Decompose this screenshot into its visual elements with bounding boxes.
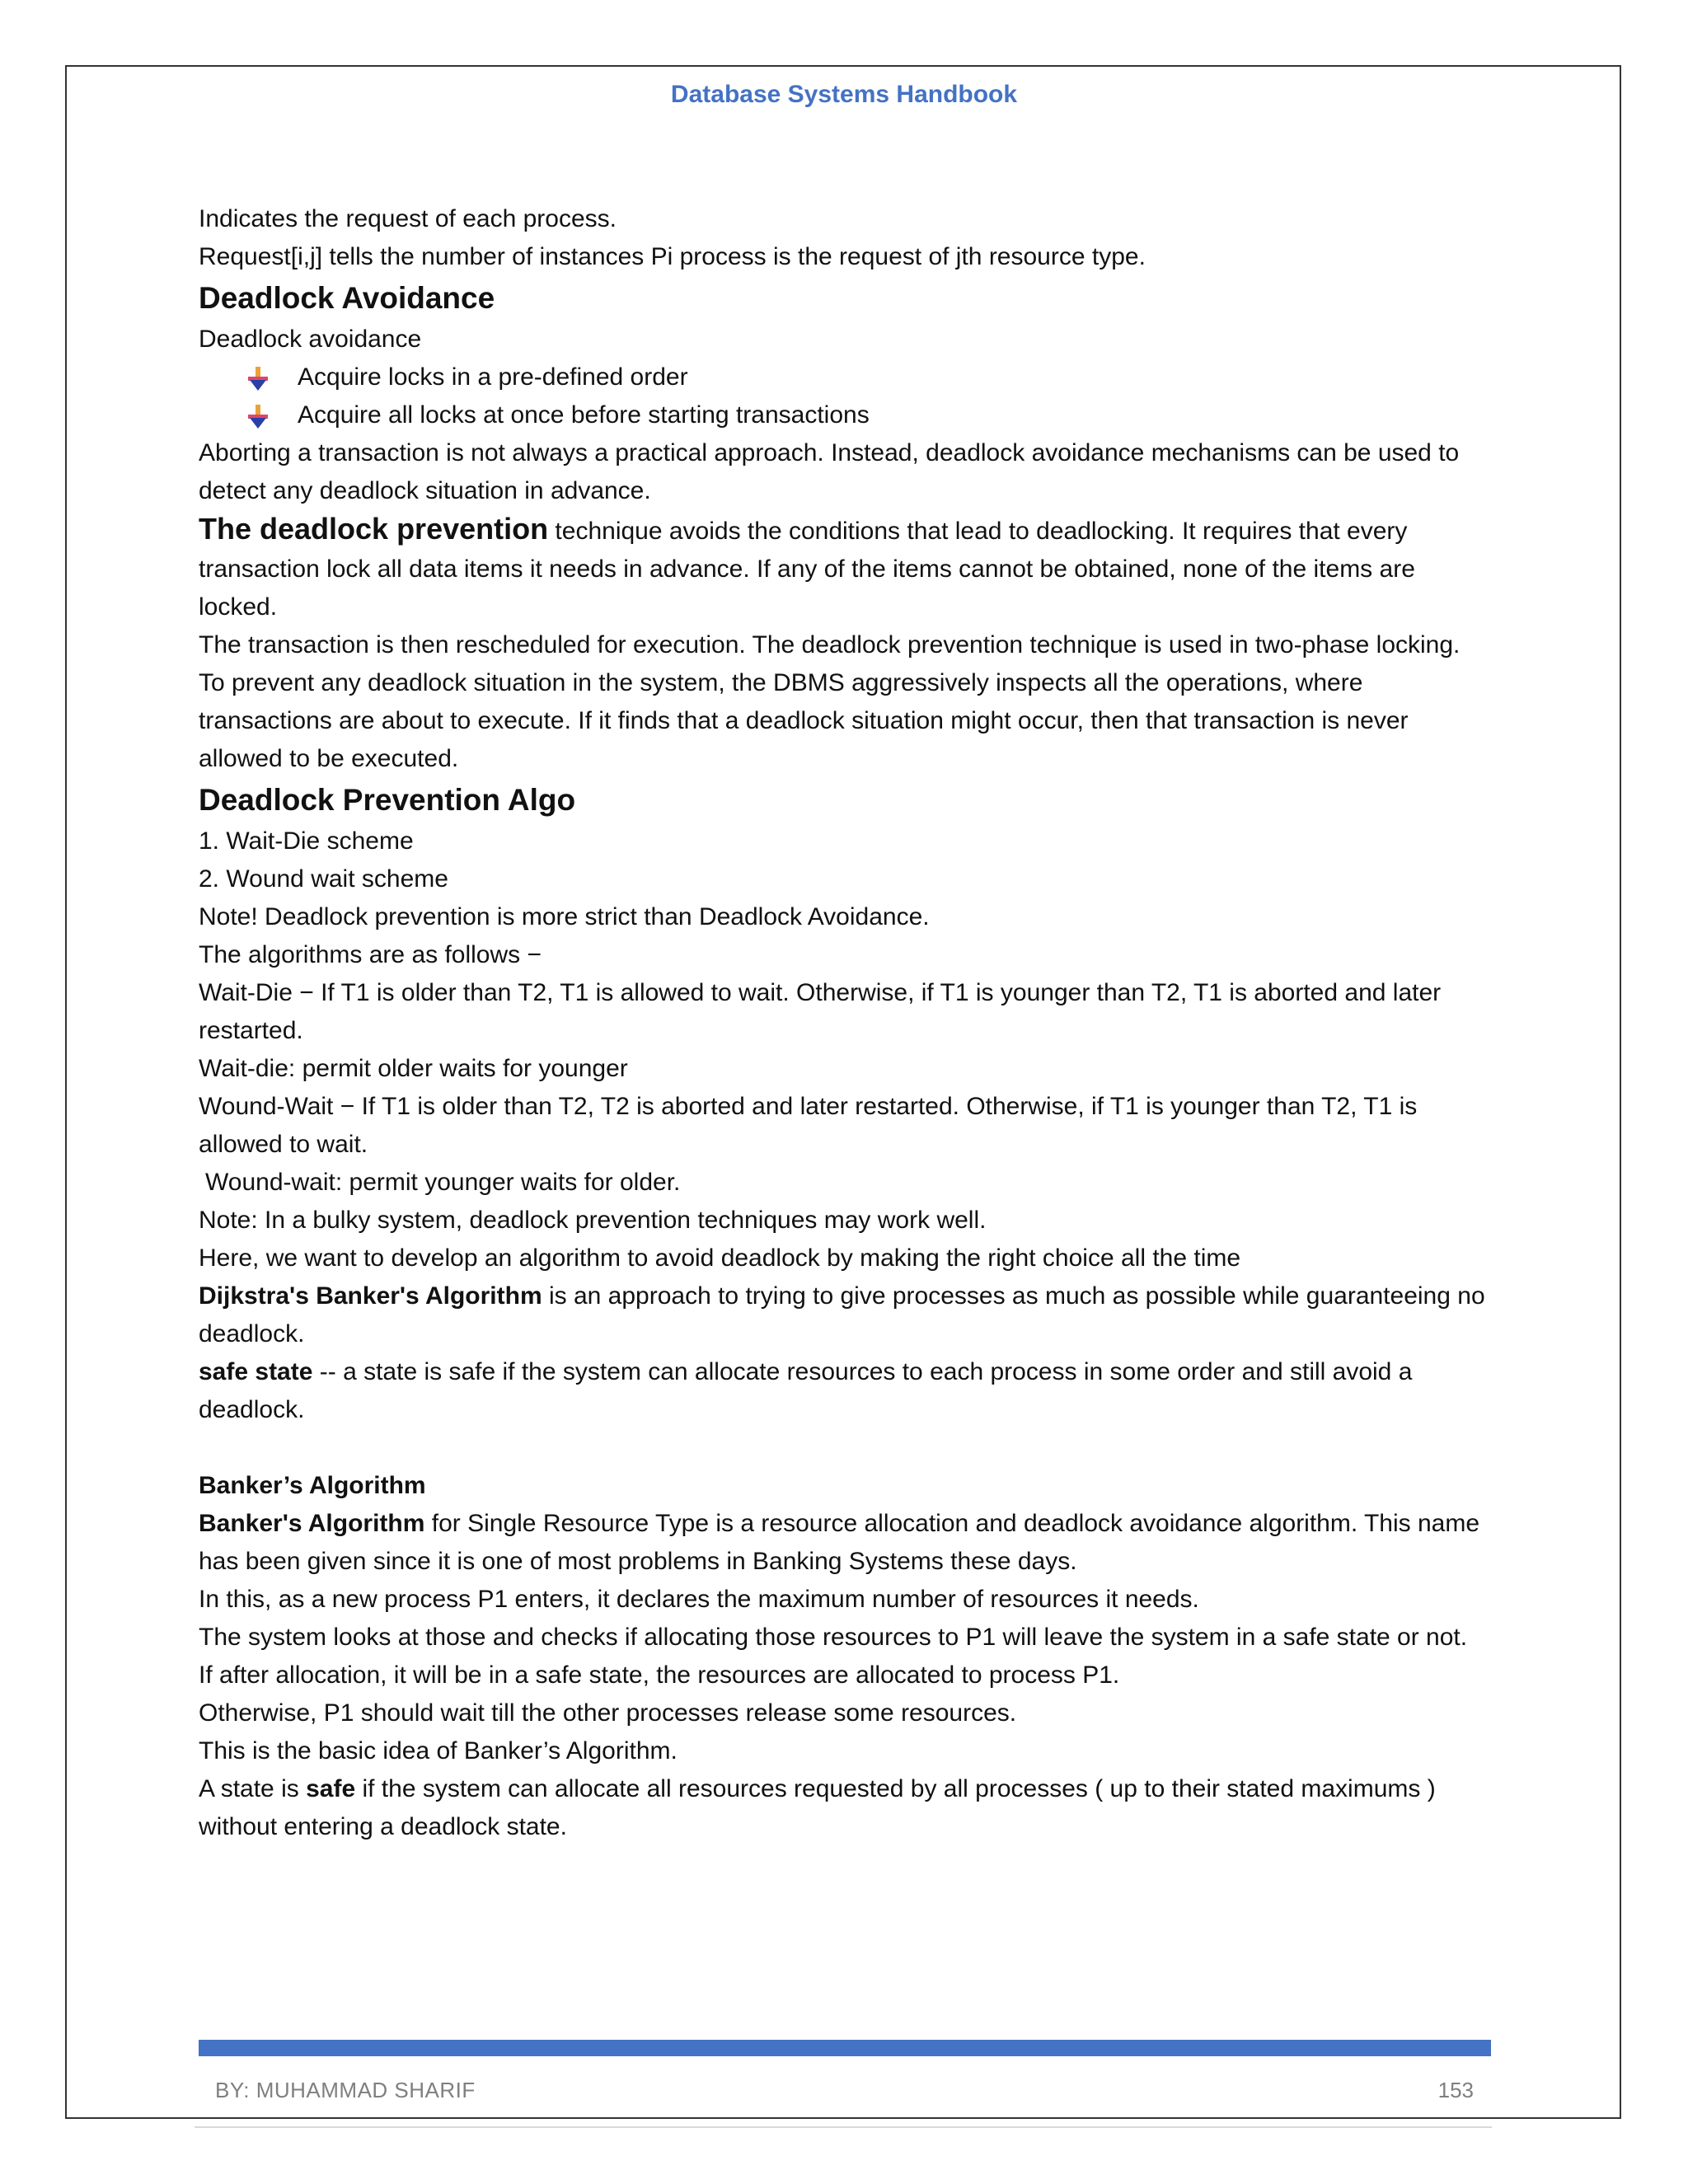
paragraph: The algorithms are as follows − [199, 941, 542, 968]
paragraph: The system looks at those and checks if allocating those resources to P1 will leave the system in a safe state or not. [199, 1624, 1468, 1651]
state-text-rest: if the system can allocate all resources requested by all processes ( up to their stated maximums ) without entering a deadlock state. [199, 1775, 1436, 1840]
paragraph: The transaction is then rescheduled for execution. The deadlock prevention technique is used in two-phase locking. [199, 631, 1461, 658]
paragraph: This is the basic idea of Banker’s Algorithm. [199, 1737, 678, 1765]
paragraph: Note! Deadlock prevention is more strict than Deadlock Avoidance. [199, 903, 930, 930]
paragraph-dijkstra [199, 1277, 1493, 1353]
heading-deadlock-prevention-algo: Deadlock Prevention Algo [199, 783, 576, 817]
bankers-term: Banker's Algorithm [199, 1510, 425, 1537]
paragraph: Wound-Wait − If T1 is older than T2, T2 is aborted and later restarted. Otherwise, if T1 is younger than T2, T1 is allowed to wait. [199, 1093, 1418, 1158]
heading-deadlock-avoidance: Deadlock Avoidance [199, 281, 495, 315]
paragraph: 2. Wound wait scheme [199, 865, 448, 893]
paragraph: Indicates the request of each process. [199, 205, 617, 232]
state-text-pre: A state is [199, 1775, 307, 1802]
paragraph: 1. Wait-Die scheme [199, 827, 414, 855]
bullet-item [199, 396, 1493, 434]
paragraph: Aborting a transaction is not always a practical approach. Instead, deadlock avoidance mechanisms can be used to detect any deadlock situation in advance. [199, 439, 1460, 504]
page-number: 153 [1437, 2078, 1474, 2102]
paragraph: Wait-Die − If T1 is older than T2, T1 is allowed to wait. Otherwise, if T1 is younger than T2, T1 is aborted and later restarted. [199, 979, 1442, 1044]
paragraph: To prevent any deadlock situation in the system, the DBMS aggressively inspects all the operations, where transactions are about to execute. If it finds that a deadlock situation might occur, then that transaction is never allowed to be executed. [199, 669, 1409, 772]
heading-bankers-algorithm [199, 1467, 1493, 1505]
bankers-heading-text: Banker’s Algorithm [199, 1472, 426, 1499]
paragraph: Wait-die: permit older waits for younger [199, 1055, 628, 1082]
prevention-text: technique avoids the conditions that lead to deadlocking. It requires that every transaction lock all data items it needs in advance. If any of the items cannot be obtained, none of the items are locked. [199, 518, 1415, 621]
dijkstra-text: is an approach to trying to give processes as much as possible while guaranteeing no deadlock. [199, 1282, 1485, 1347]
paragraph: In this, as a new process P1 enters, it declares the maximum number of resources it needs. [199, 1586, 1199, 1613]
prevention-lead: The deadlock prevention [199, 512, 549, 546]
paragraph: Note: In a bulky system, deadlock prevention techniques may work well. [199, 1207, 987, 1234]
footer-accent-bar [199, 2040, 1491, 2056]
paragraph: Here, we want to develop an algorithm to avoid deadlock by making the right choice all the time [199, 1244, 1241, 1272]
arrow-down-bullet-icon [246, 365, 270, 390]
paragraph-bankers [199, 1505, 1493, 1581]
spacer [199, 1429, 1493, 1467]
bullet-item [199, 359, 1493, 396]
footer-divider [195, 2126, 1492, 2128]
paragraph-safe-definition [199, 1770, 1493, 1846]
safe-state-text: -- a state is safe if the system can allocate resources to each process in some order and still avoid a deadlock. [199, 1358, 1413, 1423]
paragraph-prevention [199, 510, 1493, 626]
safe-term: safe [306, 1775, 356, 1802]
bullet-text: Acquire locks in a pre-defined order [298, 363, 688, 391]
paragraph: Deadlock avoidance [199, 326, 422, 353]
dijkstra-term: Dijkstra's Banker's Algorithm [199, 1282, 542, 1310]
bankers-text: for Single Resource Type is a resource allocation and deadlock avoidance algorithm. This name has been given since it is one of most problems in Banking Systems these days. [199, 1510, 1480, 1575]
bullet-text: Acquire all locks at once before starting transactions [298, 401, 870, 429]
paragraph-safe-state [199, 1353, 1493, 1429]
safe-state-term: safe state [199, 1358, 313, 1385]
paragraph: Request[i,j] tells the number of instances Pi process is the request of jth resource type. [199, 243, 1146, 270]
page-content [199, 200, 1493, 1846]
arrow-down-bullet-icon [246, 403, 270, 428]
page-header-title: Database Systems Handbook [670, 81, 1018, 108]
paragraph: If after allocation, it will be in a safe state, the resources are allocated to process P1. [199, 1661, 1120, 1689]
paragraph: Otherwise, P1 should wait till the other processes release some resources. [199, 1699, 1017, 1727]
footer-author: BY: MUHAMMAD SHARIF [215, 2078, 476, 2102]
paragraph: Wound-wait: permit younger waits for older. [205, 1169, 681, 1196]
